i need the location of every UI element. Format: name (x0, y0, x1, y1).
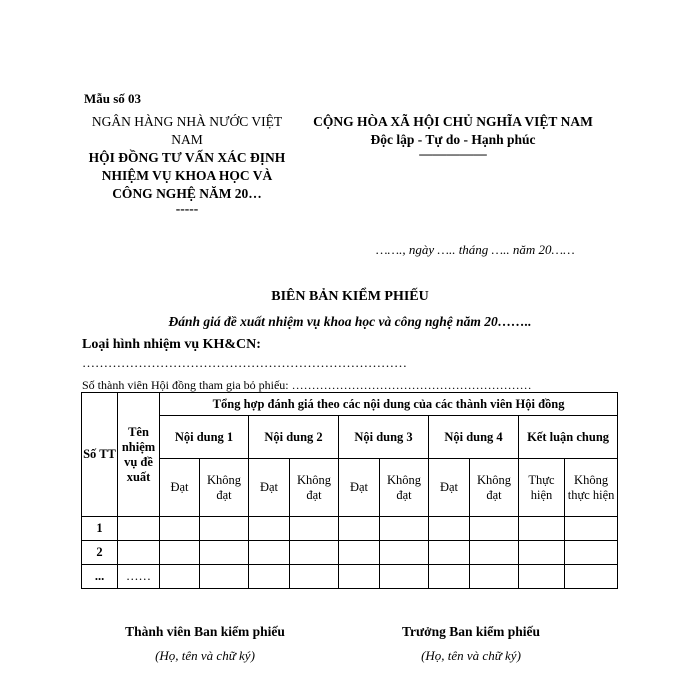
left-header (82, 113, 292, 215)
header-not-implement: Không thực hiện (565, 459, 618, 517)
header-conclusion: Kết luận chung (519, 416, 618, 459)
document-subtitle: Đánh giá đề xuất nhiệm vụ khoa học và công nghệ năm 20…….. (168, 314, 532, 329)
signature-head (366, 624, 576, 664)
row-name (118, 541, 160, 565)
header-content-4: Nội dung 4 (429, 416, 519, 459)
document-title: BIÊN BẢN KIỂM PHIẾU (271, 289, 429, 304)
header-content-3: Nội dung 3 (339, 416, 429, 459)
signature-member (100, 624, 310, 664)
right-header (312, 113, 594, 159)
header-content-2: Nội dung 2 (249, 416, 339, 459)
form-number: Mẫu số 03 (84, 91, 142, 106)
mission-type-label: Loại hình nhiệm vụ KH&CN: (82, 337, 261, 352)
vote-count-table (81, 392, 618, 589)
country-name: CỘNG HÒA XÃ HỘI CHỦ NGHĨA VIỆT NAM (313, 114, 593, 129)
national-motto: Độc lập - Tự do - Hạnh phúc (370, 132, 536, 147)
row-name: …… (118, 565, 160, 589)
signature-member-title: Thành viên Ban kiểm phiếu (125, 624, 285, 639)
signature-head-note: (Họ, tên và chữ ký) (421, 648, 521, 663)
table-row (82, 517, 618, 541)
row-stt: ... (82, 565, 118, 589)
council-name: HỘI ĐỒNG TƯ VẤN XÁC ĐỊNH NHIỆM VỤ KHOA HỌC VÀ CÔNG NGHỆ NĂM 20… (88, 150, 286, 201)
right-underline: ————— (419, 146, 487, 161)
left-underline: ----- (175, 201, 199, 216)
row-stt: 2 (82, 541, 118, 565)
header-summary: Tổng hợp đánh giá theo các nội dung của các thành viên Hội đồng (160, 393, 618, 416)
member-count-line: Số thành viên Hội đồng tham gia bỏ phiếu: …………………………………………………… (82, 378, 532, 392)
header-pass-1: Đạt (160, 459, 200, 517)
signature-member-note: (Họ, tên và chữ ký) (155, 648, 255, 663)
header-fail-1: Không đạt (200, 459, 249, 517)
date-line: ……., ngày ….. tháng ….. năm 20…… (376, 242, 575, 257)
header-fail-2: Không đạt (290, 459, 339, 517)
header-pass-2: Đạt (249, 459, 290, 517)
row-name (118, 517, 160, 541)
header-implement: Thực hiện (519, 459, 565, 517)
row-stt: 1 (82, 517, 118, 541)
header-pass-3: Đạt (339, 459, 380, 517)
header-fail-4: Không đạt (470, 459, 519, 517)
header-content-1: Nội dung 1 (160, 416, 249, 459)
header-pass-4: Đạt (429, 459, 470, 517)
header-stt: Số TT (82, 393, 118, 517)
signature-head-title: Trưởng Ban kiểm phiếu (402, 624, 540, 639)
header-mission-name: Tên nhiệm vụ đề xuất (118, 393, 160, 517)
org-name: NGÂN HÀNG NHÀ NƯỚC VIỆT NAM (91, 114, 283, 147)
table-row (82, 565, 618, 589)
header-fail-3: Không đạt (380, 459, 429, 517)
table-row (82, 541, 618, 565)
mission-type-dots: ………………………………………………………………… (82, 355, 407, 370)
